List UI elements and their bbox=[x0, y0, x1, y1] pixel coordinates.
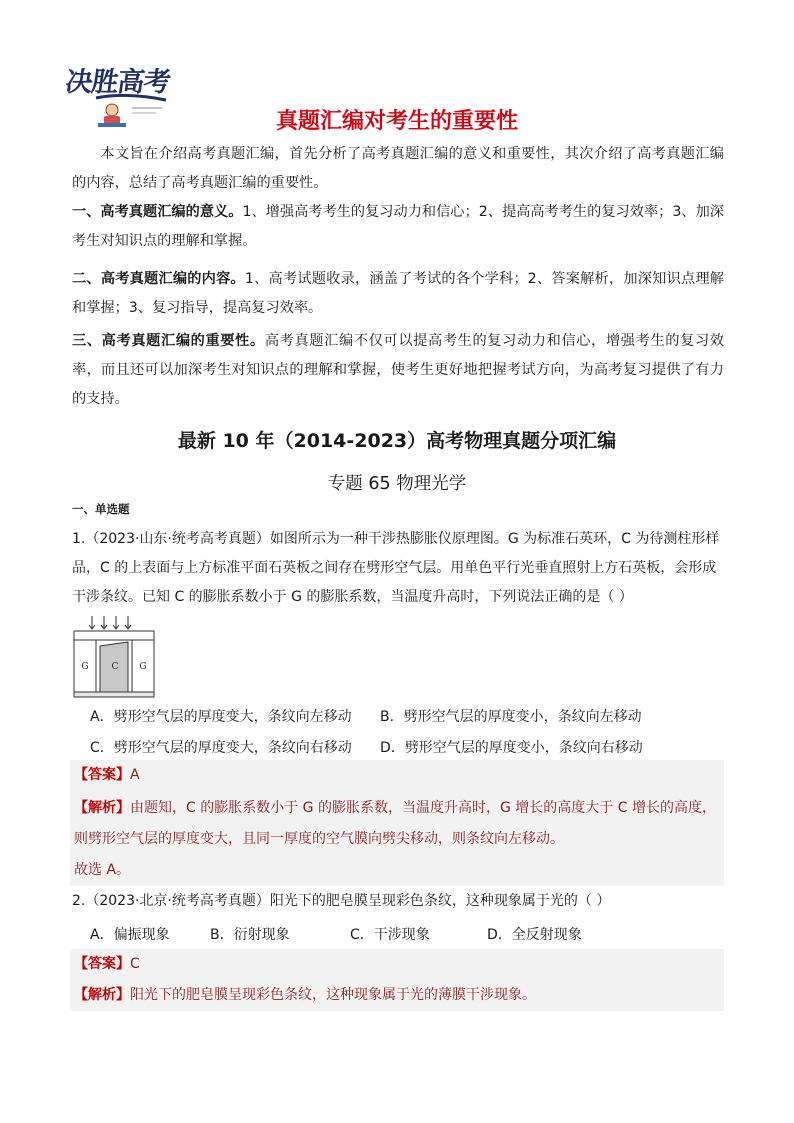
question-1-stem: 1.（2023·山东·统考高考真题）如图所示为一种干涉热膨胀仪原理图。G 为标准石英环，C 为待测柱形样品，C 的上表面与上方标准平面石英板之间存在劈形空气层。用单色平行光垂直照射上方石英板，会形成干涉条纹。已知 C 的膨胀系数小于 G 的膨胀系数，当温度升高时，下列说法正确的是（ ） bbox=[72, 531, 720, 605]
point-1 bbox=[72, 198, 724, 256]
figure-label-g-right: G bbox=[139, 662, 147, 672]
q1-option-b: B．劈形空气层的厚度变小，条纹向左移动 bbox=[380, 709, 642, 725]
collection-title: 最新 10 年（2014-2023）高考物理真题分项汇编 bbox=[177, 430, 617, 452]
q1-answer-value: A bbox=[130, 767, 140, 783]
main-title: 真题汇编对考生的重要性 bbox=[275, 109, 518, 134]
q2-option-a: A．偏振现象 bbox=[90, 927, 170, 943]
q1-conclusion: 故选 A。 bbox=[74, 862, 131, 878]
q2-answer-tag: 【答案】 bbox=[74, 956, 130, 972]
point-3 bbox=[72, 327, 724, 414]
q1-analysis-text: 由题知，C 的膨胀系数小于 G 的膨胀系数，当温度升高时，G 增长的高度大于 C 增长的高度，则劈形空气层的厚度变大，且同一厚度的空气膜向劈尖移动，则条纹向左移动。 bbox=[74, 800, 716, 847]
question-2-stem: 2.（2023·北京·统考高考真题）阳光下的肥皂膜呈现彩色条纹，这种现象属于光的（ ） bbox=[72, 893, 611, 909]
q2-option-d: D．全反射现象 bbox=[487, 927, 582, 943]
figure-label-c: C bbox=[111, 662, 119, 672]
logo-text: 决胜高考 bbox=[63, 67, 172, 98]
q1-analysis-tag: 【解析】 bbox=[74, 800, 130, 816]
intro-paragraph: 本文旨在介绍高考真题汇编，首先分析了高考真题汇编的意义和重要性，其次介绍了高考真题汇编的内容，总结了高考真题汇编的重要性。 bbox=[72, 146, 724, 191]
point-3-text: 高考真题汇编不仅可以提高考生的复习动力和信心，增强考生的复习效率，而且还可以加深考生对知识点的理解和掌握，使考生更好地把握考试方向，为高考复习提供了有力的支持。 bbox=[72, 333, 724, 407]
q2-answer-value: C bbox=[130, 956, 140, 972]
q1-analysis bbox=[74, 793, 722, 855]
q1-option-a: A．劈形空气层的厚度变大，条纹向左移动 bbox=[90, 709, 352, 725]
q2-option-c: C．干涉现象 bbox=[350, 927, 430, 943]
point-1-text: 1、增强高考考生的复习动力和信心；2、提高高考考生的复习效率；3、加深考生对知识点的理解和掌握。 bbox=[72, 204, 724, 249]
q2-answer bbox=[74, 949, 722, 980]
topic-title: 专题 65 物理光学 bbox=[327, 474, 467, 494]
section-heading: 一、单选题 bbox=[72, 502, 130, 516]
q1-answer bbox=[74, 760, 722, 791]
q1-answer-tag: 【答案】 bbox=[74, 767, 130, 783]
figure-label-g-left: G bbox=[81, 662, 89, 672]
q2-analysis-text: 阳光下的肥皂膜呈现彩色条纹，这种现象属于光的薄膜干涉现象。 bbox=[130, 987, 536, 1003]
interferometer-figure bbox=[72, 614, 162, 698]
point-1-head: 一、高考真题汇编的意义。 bbox=[72, 204, 243, 220]
point-2-text: 1、高考试题收录，涵盖了考试的各个学科；2、答案解析，加深知识点理解和掌握；3、复习指导，提高复习效率。 bbox=[72, 271, 724, 316]
q2-option-b: B．衍射现象 bbox=[210, 927, 290, 943]
q1-option-d: D．劈形空气层的厚度变小，条纹向右移动 bbox=[380, 740, 643, 756]
point-2 bbox=[72, 265, 724, 323]
q2-analysis-tag: 【解析】 bbox=[74, 987, 130, 1003]
point-3-head: 三、高考真题汇编的重要性。 bbox=[72, 333, 265, 349]
q2-analysis bbox=[74, 980, 722, 1011]
q1-option-c: C．劈形空气层的厚度变大，条纹向右移动 bbox=[90, 740, 352, 756]
point-2-head: 二、高考真题汇编的内容。 bbox=[72, 271, 245, 287]
